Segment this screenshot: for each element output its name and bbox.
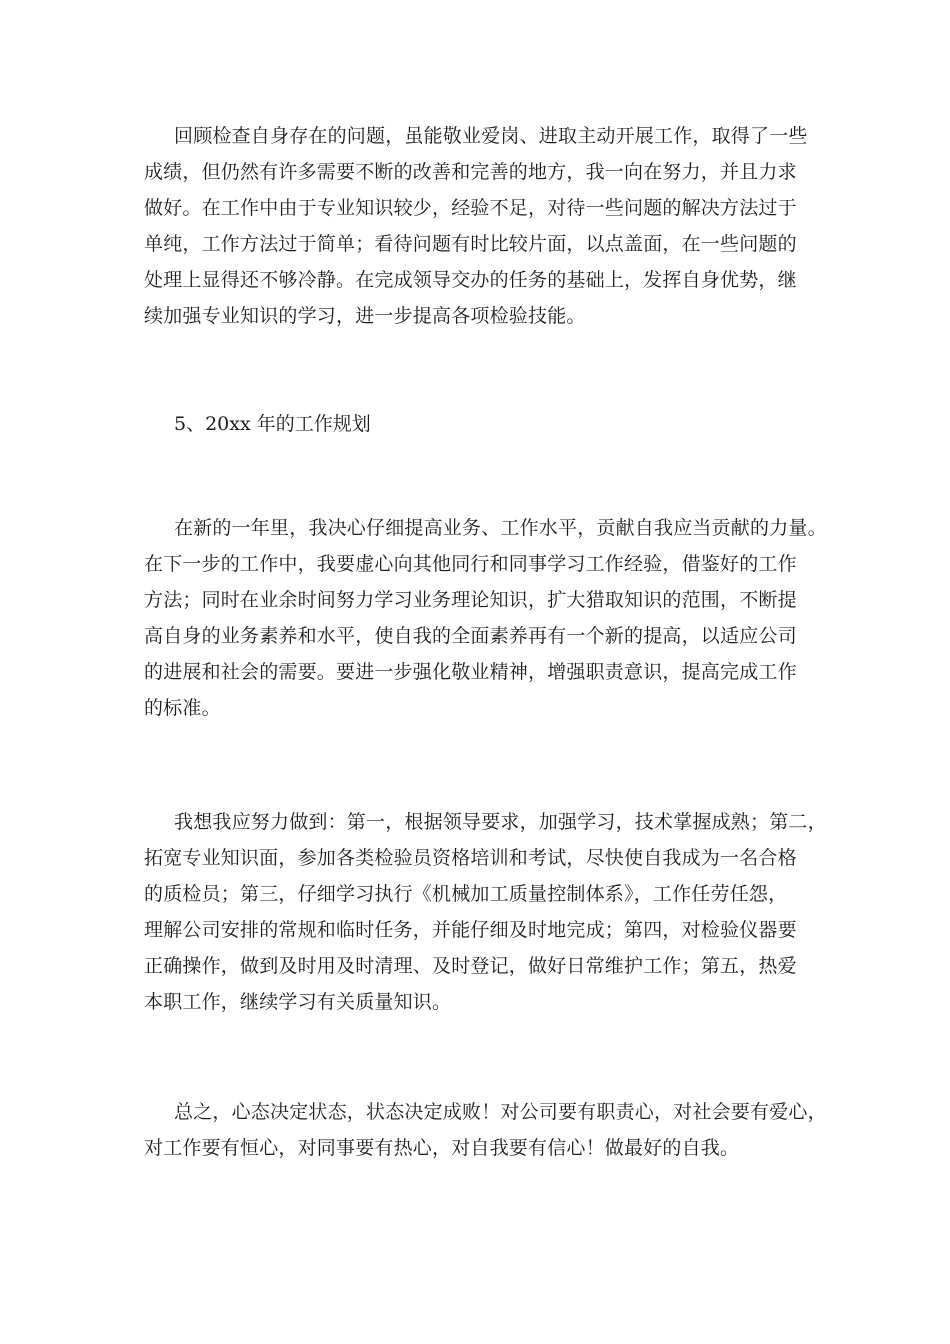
text-line: 的进展和社会的需要。要进一步强化敬业精神，增强职责意识，提高完成工作 [144,661,797,683]
text-line: 在新的一年里，我决心仔细提高业务、工作水平，贡献自我应当贡献的力量。 [174,517,827,539]
text-line: 在下一步的工作中，我要虚心向其他同行和同事学习工作经验，借鉴好的工作 [144,553,797,575]
paragraph-goals [144,804,827,1020]
section-heading: 5、20xx 年的工作规划 [174,413,371,435]
text-line: 的标准。 [144,697,221,719]
paragraph-work-plan [144,510,827,726]
text-line: 方法；同时在业余时间努力学习业务理论知识，扩大猎取知识的范围，不断提 [144,589,797,611]
text-line: 理解公司安排的常规和临时任务，并能仔细及时地完成；第四，对检验仪器要 [144,919,797,941]
text-line: 的质检员；第三，仔细学习执行《机械加工质量控制体系》，工作任劳任怨， [144,883,788,905]
text-line: 续加强专业知识的学习，进一步提高各项检验技能。 [144,305,586,327]
text-line: 做好。在工作中由于专业知识较少，经验不足，对待一些问题的解决方法过于 [144,197,797,219]
text-line: 对工作要有恒心，对同事要有热心，对自我要有信心！做最好的自我。 [144,1137,740,1159]
text-line: 拓宽专业知识面，参加各类检验员资格培训和考试，尽快使自我成为一名合格 [144,847,797,869]
text-line: 正确操作，做到及时用及时清理、及时登记，做好日常维护工作；第五，热爱 [144,955,797,977]
text-line: 单纯，工作方法过于简单；看待问题有时比较片面，以点盖面，在一些问题的 [144,233,797,255]
text-line: 本职工作，继续学习有关质量知识。 [144,991,452,1013]
paragraph-self-review [144,118,808,334]
text-line: 回顾检查自身存在的问题，虽能敬业爱岗、进取主动开展工作，取得了一些 [174,125,808,147]
text-line: 成绩，但仍然有许多需要不断的改善和完善的地方，我一向在努力，并且力求 [144,161,797,183]
text-line: 总之，心态决定状态，状态决定成败！对公司要有职责心，对社会要有爱心， [174,1101,827,1123]
text-line: 高自身的业务素养和水平，使自我的全面素养再有一个新的提高，以适应公司 [144,625,797,647]
text-line: 我想我应努力做到：第一，根据领导要求，加强学习，技术掌握成熟；第二， [174,811,827,833]
paragraph-conclusion [144,1094,827,1166]
text-line: 处理上显得还不够冷静。在完成领导交办的任务的基础上，发挥自身优势，继 [144,269,797,291]
